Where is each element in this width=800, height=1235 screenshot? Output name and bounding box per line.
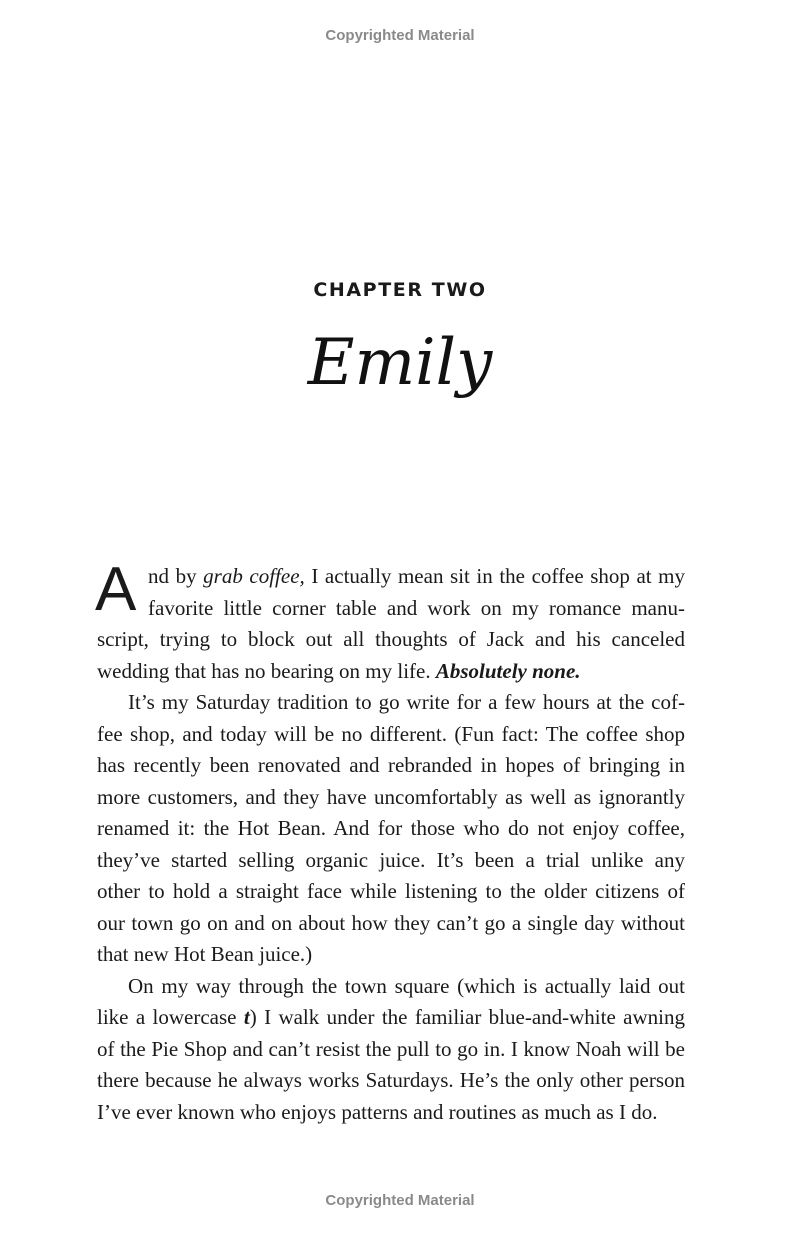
text-run: wedding that has no bearing on my life. — [97, 658, 436, 683]
chapter-title: Emily — [307, 326, 493, 400]
text-run: nd by — [148, 564, 204, 588]
text-line: I’ve ever known who enjoys patterns and routines as much as I do. — [97, 1099, 658, 1124]
text-line: other to hold a straight face while listening to the older citizens of — [97, 879, 685, 903]
text-line: has recently been renovated and rebranded in hopes of bringing in — [97, 753, 685, 777]
italic-run: grab coffee, — [203, 564, 305, 588]
text-line: It’s my Saturday tradition to go write for a few hours at the cof- — [128, 690, 685, 714]
chapter-label: CHAPTER TWO — [313, 279, 487, 301]
paragraph-2 — [97, 687, 685, 971]
text-line: more customers, and they have uncomfortably as well as ignorantly — [97, 784, 685, 809]
text-run: I actually mean sit in the coffee shop at my — [304, 564, 686, 588]
text-line — [97, 561, 685, 593]
text-line: of the Pie Shop and can’t resist the pull to go in. I know Noah will be — [97, 1036, 685, 1061]
text-line: script, trying to block out all thoughts of Jack and his canceled — [97, 627, 685, 651]
text-line — [97, 656, 685, 688]
text-line: On my way through the town square (which is actually laid out — [128, 973, 685, 998]
chapter-body — [95, 555, 686, 1128]
paragraph-3 — [97, 971, 685, 1129]
bold-italic-run: Absolutely none. — [435, 658, 581, 683]
text-line: that new Hot Bean juice.) — [97, 942, 313, 966]
text-line: they’ve started selling organic juice. It’s been a trial unlike any — [97, 847, 685, 872]
copyright-watermark-top: Copyrighted Material — [325, 27, 475, 44]
paragraph-1 — [95, 555, 686, 687]
text-line — [97, 1002, 685, 1034]
text-line: fee shop, and today will be no different. (Fun fact: The coffee shop — [97, 721, 685, 746]
text-run: like a lowercase — [97, 1005, 244, 1029]
drop-cap: A — [95, 555, 137, 624]
text-run: ) I walk under the familiar blue-and-white awning — [249, 1005, 685, 1029]
text-line: there because he always works Saturdays. He’s the only other person — [97, 1068, 685, 1092]
text-line: favorite little corner table and work on my romance manu- — [148, 595, 685, 620]
bold-italic-run: t — [243, 1005, 250, 1029]
copyright-watermark-bottom: Copyrighted Material — [325, 1192, 475, 1209]
text-line: our town go on and on about how they can’t go a single day without — [97, 910, 685, 935]
text-line: renamed it: the Hot Bean. And for those who do not enjoy coffee, — [97, 816, 685, 840]
